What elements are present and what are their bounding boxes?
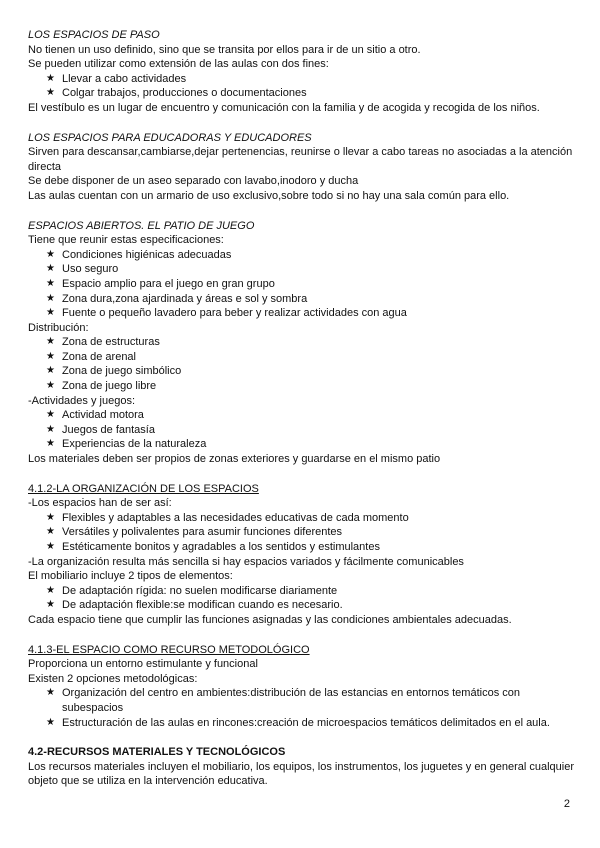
bullet-list	[28, 584, 576, 613]
star-bullet-icon: ★	[46, 292, 55, 304]
list-item-text: Espacio amplio para el juego en gran grupo	[62, 277, 275, 290]
star-bullet-icon: ★	[46, 541, 55, 552]
paragraph: -Actividades y juegos:	[28, 394, 135, 407]
section	[28, 482, 576, 628]
section-heading: 4.2-RECURSOS MATERIALES Y TECNOLÓGICOS	[28, 746, 286, 759]
list-item-text: Experiencias de la naturaleza	[62, 438, 207, 451]
bullet-list	[28, 511, 576, 555]
document-page	[28, 28, 576, 789]
paragraph: Se pueden utilizar como extensión de las aulas con dos fines:	[28, 58, 329, 71]
star-bullet-icon: ★	[46, 716, 55, 728]
star-bullet-icon: ★	[46, 438, 55, 450]
list-item-text: Fuente o pequeño lavadero para beber y realizar actividades con agua	[62, 307, 407, 320]
list-item-text: Actividad motora	[62, 409, 144, 422]
list-item	[46, 423, 576, 438]
bullet-list	[28, 248, 576, 321]
section	[28, 28, 576, 116]
list-item-text: De adaptación rígida: no suelen modificarse diariamente	[62, 584, 338, 597]
list-item	[46, 379, 576, 394]
list-item	[46, 277, 576, 292]
star-bullet-icon: ★	[46, 263, 55, 275]
paragraph: -Los espacios han de ser así:	[28, 497, 172, 510]
star-bullet-icon: ★	[46, 248, 55, 260]
list-item-text: Organización del centro en ambientes:distribución de las estancias en entornos temáticos con subespacios	[62, 687, 520, 714]
paragraph: El mobiliario incluye 2 tipos de elementos:	[28, 570, 233, 583]
paragraph: Las aulas cuentan con un armario de uso exclusivo,sobre todo si no hay una sala común para ello.	[28, 189, 510, 202]
star-bullet-icon: ★	[46, 687, 55, 699]
star-bullet-icon: ★	[46, 423, 55, 435]
section-heading: LOS ESPACIOS DE PASO	[28, 29, 160, 41]
list-item	[46, 540, 576, 555]
list-item-text: Flexibles y adaptables a las necesidades educativas de cada momento	[62, 511, 409, 524]
section-heading: LOS ESPACIOS PARA EDUCADORAS Y EDUCADORES	[28, 131, 312, 144]
star-bullet-icon: ★	[46, 409, 55, 421]
list-item	[46, 248, 576, 263]
list-item	[46, 350, 576, 365]
section-gap	[28, 204, 576, 219]
list-item-text: Colgar trabajos, producciones o documentaciones	[62, 87, 307, 100]
list-item-text: Versátiles y polivalentes para asumir funciones diferentes	[62, 526, 343, 539]
star-bullet-icon: ★	[46, 511, 55, 523]
section-gap	[28, 467, 576, 482]
section	[28, 643, 576, 731]
list-item	[46, 686, 576, 715]
star-bullet-icon: ★	[46, 380, 55, 392]
paragraph: -La organización resulta más sencilla si hay espacios variados y fácilmente comunicables	[28, 555, 464, 568]
section	[28, 745, 576, 789]
list-item-text: Zona de estructuras	[62, 336, 160, 349]
star-bullet-icon: ★	[46, 365, 55, 377]
list-item	[46, 511, 576, 526]
bullet-list	[28, 335, 576, 393]
list-item	[46, 364, 576, 379]
paragraph: Sirven para descansar,cambiarse,dejar pertenencias, reunirse o llevar a cabo tareas no asociadas a la atención directa	[28, 146, 573, 173]
list-item	[46, 292, 576, 307]
list-item	[46, 598, 576, 613]
bullet-list	[28, 72, 576, 101]
section-heading: 4.1.3-EL ESPACIO COMO RECURSO METODOLÓGICO	[28, 643, 310, 656]
paragraph: El vestíbulo es un lugar de encuentro y comunicación con la familia y de acogida y recogida de los niños.	[28, 101, 540, 114]
paragraph: Cada espacio tiene que cumplir las funciones asignadas y las condiciones ambientales adecuadas.	[28, 613, 512, 626]
star-bullet-icon: ★	[46, 87, 55, 99]
list-item-text: De adaptación flexible:se modifican cuando es necesario.	[62, 599, 343, 612]
list-item-text: Zona de arenal	[62, 350, 136, 363]
list-item-text: Zona de juego simbólico	[62, 365, 182, 378]
paragraph: Existen 2 opciones metodológicas:	[28, 672, 198, 685]
list-item	[46, 72, 576, 87]
star-bullet-icon: ★	[46, 599, 55, 611]
list-item	[46, 306, 576, 321]
list-item	[46, 525, 576, 540]
section	[28, 131, 576, 204]
list-item-text: Estructuración de las aulas en rincones:creación de microespacios temáticos delimitados en el aula.	[62, 716, 550, 729]
bullet-list	[28, 686, 576, 730]
section	[28, 219, 576, 467]
list-item-text: Zona de juego libre	[62, 380, 157, 393]
section-gap	[28, 116, 576, 131]
star-bullet-icon: ★	[46, 350, 55, 362]
list-item-text: Condiciones higiénicas adecuadas	[62, 248, 232, 261]
page-number: 2	[563, 798, 570, 810]
bullet-list	[28, 408, 576, 452]
star-bullet-icon: ★	[46, 526, 55, 538]
star-bullet-icon: ★	[46, 277, 55, 289]
star-bullet-icon: ★	[46, 72, 55, 84]
star-bullet-icon: ★	[46, 336, 55, 348]
section-gap	[28, 628, 576, 643]
list-item	[46, 262, 576, 277]
paragraph: Proporciona un entorno estimulante y funcional	[28, 658, 258, 671]
paragraph: Distribución:	[28, 321, 89, 334]
list-item	[46, 86, 576, 101]
list-item	[46, 584, 576, 599]
list-item-text: Uso seguro	[62, 263, 119, 276]
paragraph: Se debe disponer de un aseo separado con lavabo,inodoro y ducha	[28, 175, 359, 188]
list-item-text: Zona dura,zona ajardinada y áreas e sol y sombra	[62, 292, 308, 305]
list-item	[46, 408, 576, 423]
paragraph: Tiene que reunir estas especificaciones:	[28, 234, 224, 247]
star-bullet-icon: ★	[46, 307, 55, 319]
list-item-text: Estéticamente bonitos y agradables a los sentidos y estimulantes	[62, 541, 380, 553]
list-item	[46, 335, 576, 350]
list-item	[46, 437, 576, 452]
list-item-text: Juegos de fantasía	[62, 423, 155, 436]
list-item	[46, 716, 576, 731]
section-gap	[28, 730, 576, 745]
paragraph: No tienen un uso definido, sino que se transita por ellos para ir de un sitio a otro.	[28, 43, 421, 56]
section-heading: ESPACIOS ABIERTOS. EL PATIO DE JUEGO	[28, 219, 255, 232]
paragraph: Los recursos materiales incluyen el mobiliario, los equipos, los instrumentos, los juguetes y en general cualquier objeto que se utiliza en la intervención educativa.	[28, 760, 575, 788]
section-heading: 4.1.2-LA ORGANIZACIÓN DE LOS ESPACIOS	[28, 482, 259, 495]
star-bullet-icon: ★	[46, 584, 55, 596]
paragraph: Los materiales deben ser propios de zonas exteriores y guardarse en el mismo patio	[28, 453, 441, 466]
list-item-text: Llevar a cabo actividades	[62, 72, 187, 85]
